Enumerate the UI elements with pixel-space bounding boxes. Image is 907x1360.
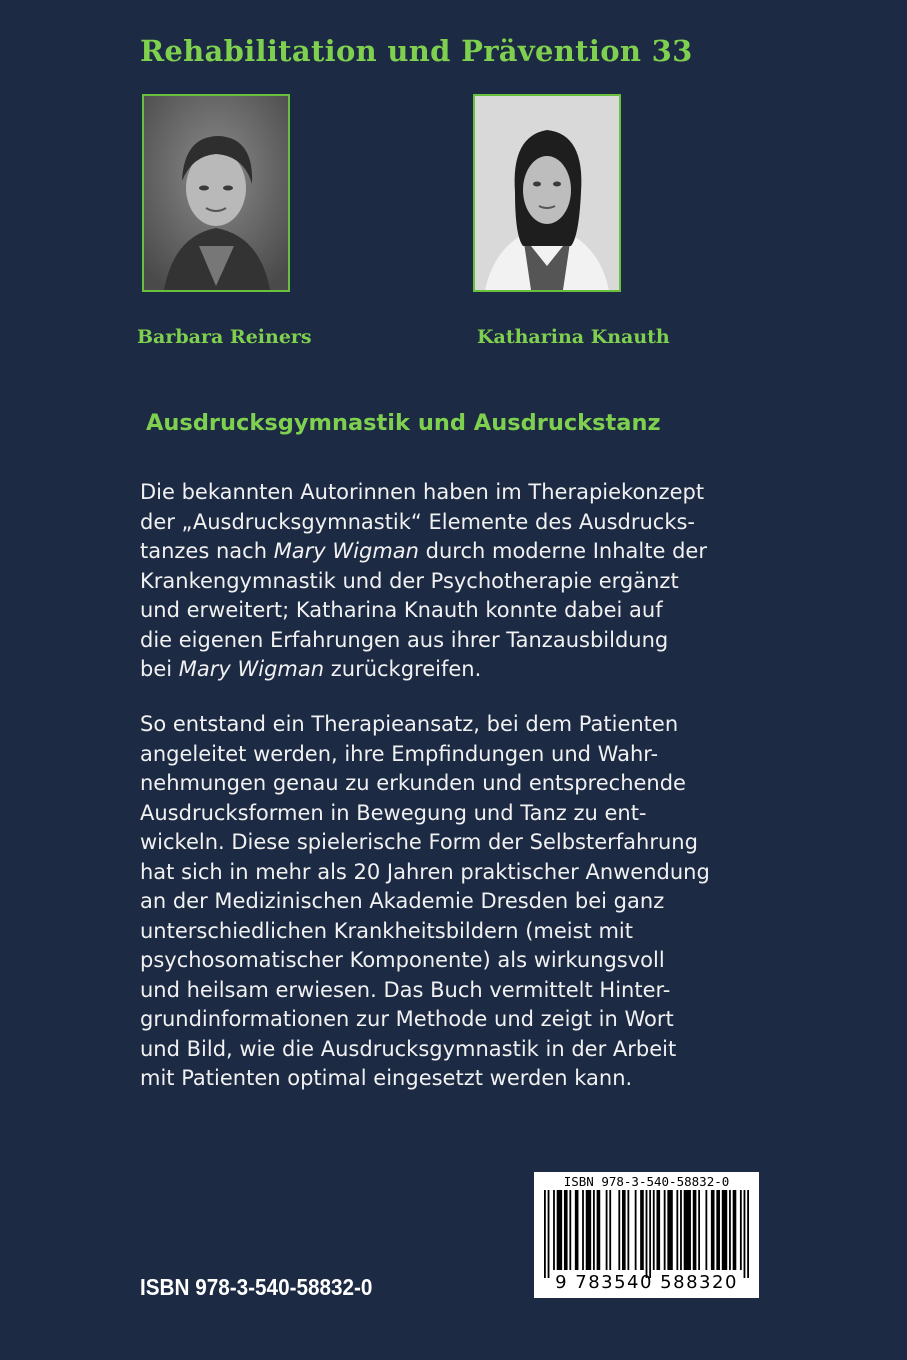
barcode-bar	[564, 1190, 568, 1270]
barcode	[534, 1172, 759, 1298]
text-line: psychosomatischer Komponente) als wirkungsvoll	[140, 948, 665, 972]
barcode-bar	[744, 1190, 746, 1278]
text-line: nehmungen genau zu erkunden und entsprechende	[140, 771, 686, 795]
barcode-bar	[622, 1190, 626, 1270]
text-line: die eigenen Erfahrungen aus ihrer Tanzausbildung	[140, 627, 669, 652]
author-photo-katharina-knauth	[473, 94, 621, 292]
isbn-label: ISBN 978-3-540-58832-0	[140, 1274, 373, 1300]
barcode-bar	[609, 1190, 611, 1270]
barcode-bars-icon	[544, 1190, 749, 1278]
italic-name: Mary Wigman	[178, 657, 325, 681]
barcode-bar	[582, 1190, 584, 1270]
barcode-bar	[649, 1190, 651, 1278]
barcode-bar	[553, 1190, 555, 1270]
barcode-bar	[667, 1190, 672, 1270]
text-line: wickeln. Diese spielerische Form der Selbsterfahrung	[140, 830, 698, 854]
text-line: Die bekannten Autorinnen haben im Therapiekonzept	[140, 480, 705, 504]
text-line: an der Medizinischen Akademie Dresden bei ganz	[140, 889, 665, 913]
text-line: So entstand ein Therapieansatz, bei dem Patienten	[140, 712, 679, 736]
text-line: unterschiedlichen Krankheitsbildern (meist mit	[140, 918, 633, 943]
barcode-bar	[575, 1190, 579, 1270]
barcode-bar	[635, 1190, 637, 1270]
text-line: grundinformationen zur Methode und zeigt in Wort	[140, 1007, 674, 1031]
description-paragraph-2	[140, 710, 840, 1094]
barcode-bar	[729, 1190, 731, 1270]
text-line: und erweitert; Katharina Knauth konnte dabei auf	[140, 598, 663, 622]
text-line: und heilsam erwiesen. Das Buch vermittelt Hinter-	[140, 977, 671, 1002]
barcode-bar	[653, 1190, 655, 1270]
barcode-bar	[640, 1190, 644, 1270]
text-line: tanzes nach Mary Wigman durch moderne Inhalte der	[140, 539, 707, 563]
barcode-bar	[618, 1190, 620, 1270]
author-name: Barbara Reiners	[137, 326, 312, 348]
barcode-bar	[747, 1190, 749, 1278]
text-line: der „Ausdrucksgymnastik“ Elemente des Ausdrucks-	[140, 509, 696, 534]
barcode-bar	[627, 1190, 629, 1270]
portrait-icon	[475, 96, 619, 290]
series-title: Rehabilitation und Prävention 33	[140, 34, 693, 68]
barcode-bar	[676, 1190, 678, 1270]
barcode-bar	[733, 1190, 737, 1270]
barcode-bar	[548, 1190, 550, 1278]
barcode-bar	[544, 1190, 546, 1278]
barcode-bar	[569, 1190, 571, 1270]
author-name: Katharina Knauth	[477, 326, 670, 348]
barcode-bar	[711, 1190, 715, 1270]
barcode-digits: 9 783540 588320	[555, 1272, 738, 1293]
barcode-bar	[606, 1190, 608, 1270]
barcode-bar	[586, 1190, 591, 1270]
barcode-bar	[656, 1190, 660, 1270]
barcode-isbn-text: ISBN 978-3-540-58832-0	[563, 1174, 730, 1189]
text-line: und Bild, wie die Ausdrucksgymnastik in der Arbeit	[140, 1036, 677, 1061]
text-line: bei Mary Wigman zurückgreifen.	[140, 657, 482, 681]
barcode-bar	[705, 1190, 707, 1270]
barcode-bar	[646, 1190, 648, 1278]
text-line: Ausdrucksformen in Bewegung und Tanz zu ent-	[140, 800, 647, 825]
portrait-icon	[144, 96, 288, 290]
barcode-bar	[740, 1190, 742, 1270]
barcode-bar	[693, 1190, 697, 1270]
description-paragraph-1	[140, 478, 840, 685]
barcode-bar	[722, 1190, 727, 1270]
barcode-bar	[664, 1190, 666, 1270]
text-line: angeleitet werden, ihre Empfindungen und Wahr-	[140, 741, 659, 766]
italic-name: Mary Wigman	[273, 539, 419, 563]
barcode-bar	[680, 1190, 682, 1270]
text-line: mit Patienten optimal eingesetzt werden kann.	[140, 1066, 633, 1090]
barcode-bar	[593, 1190, 595, 1270]
barcode-bar	[557, 1190, 562, 1270]
text-line: Krankengymnastik und der Psychotherapie ergänzt	[140, 568, 679, 593]
barcode-bar	[597, 1190, 601, 1270]
barcode-bar	[716, 1190, 720, 1270]
book-title: Ausdrucksgymnastik und Ausdruckstanz	[146, 410, 661, 436]
author-photo-barbara-reiners	[142, 94, 290, 292]
barcode-bar	[684, 1190, 691, 1270]
text-line: hat sich in mehr als 20 Jahren praktischer Anwendung	[140, 859, 710, 884]
barcode-bar	[698, 1190, 700, 1270]
